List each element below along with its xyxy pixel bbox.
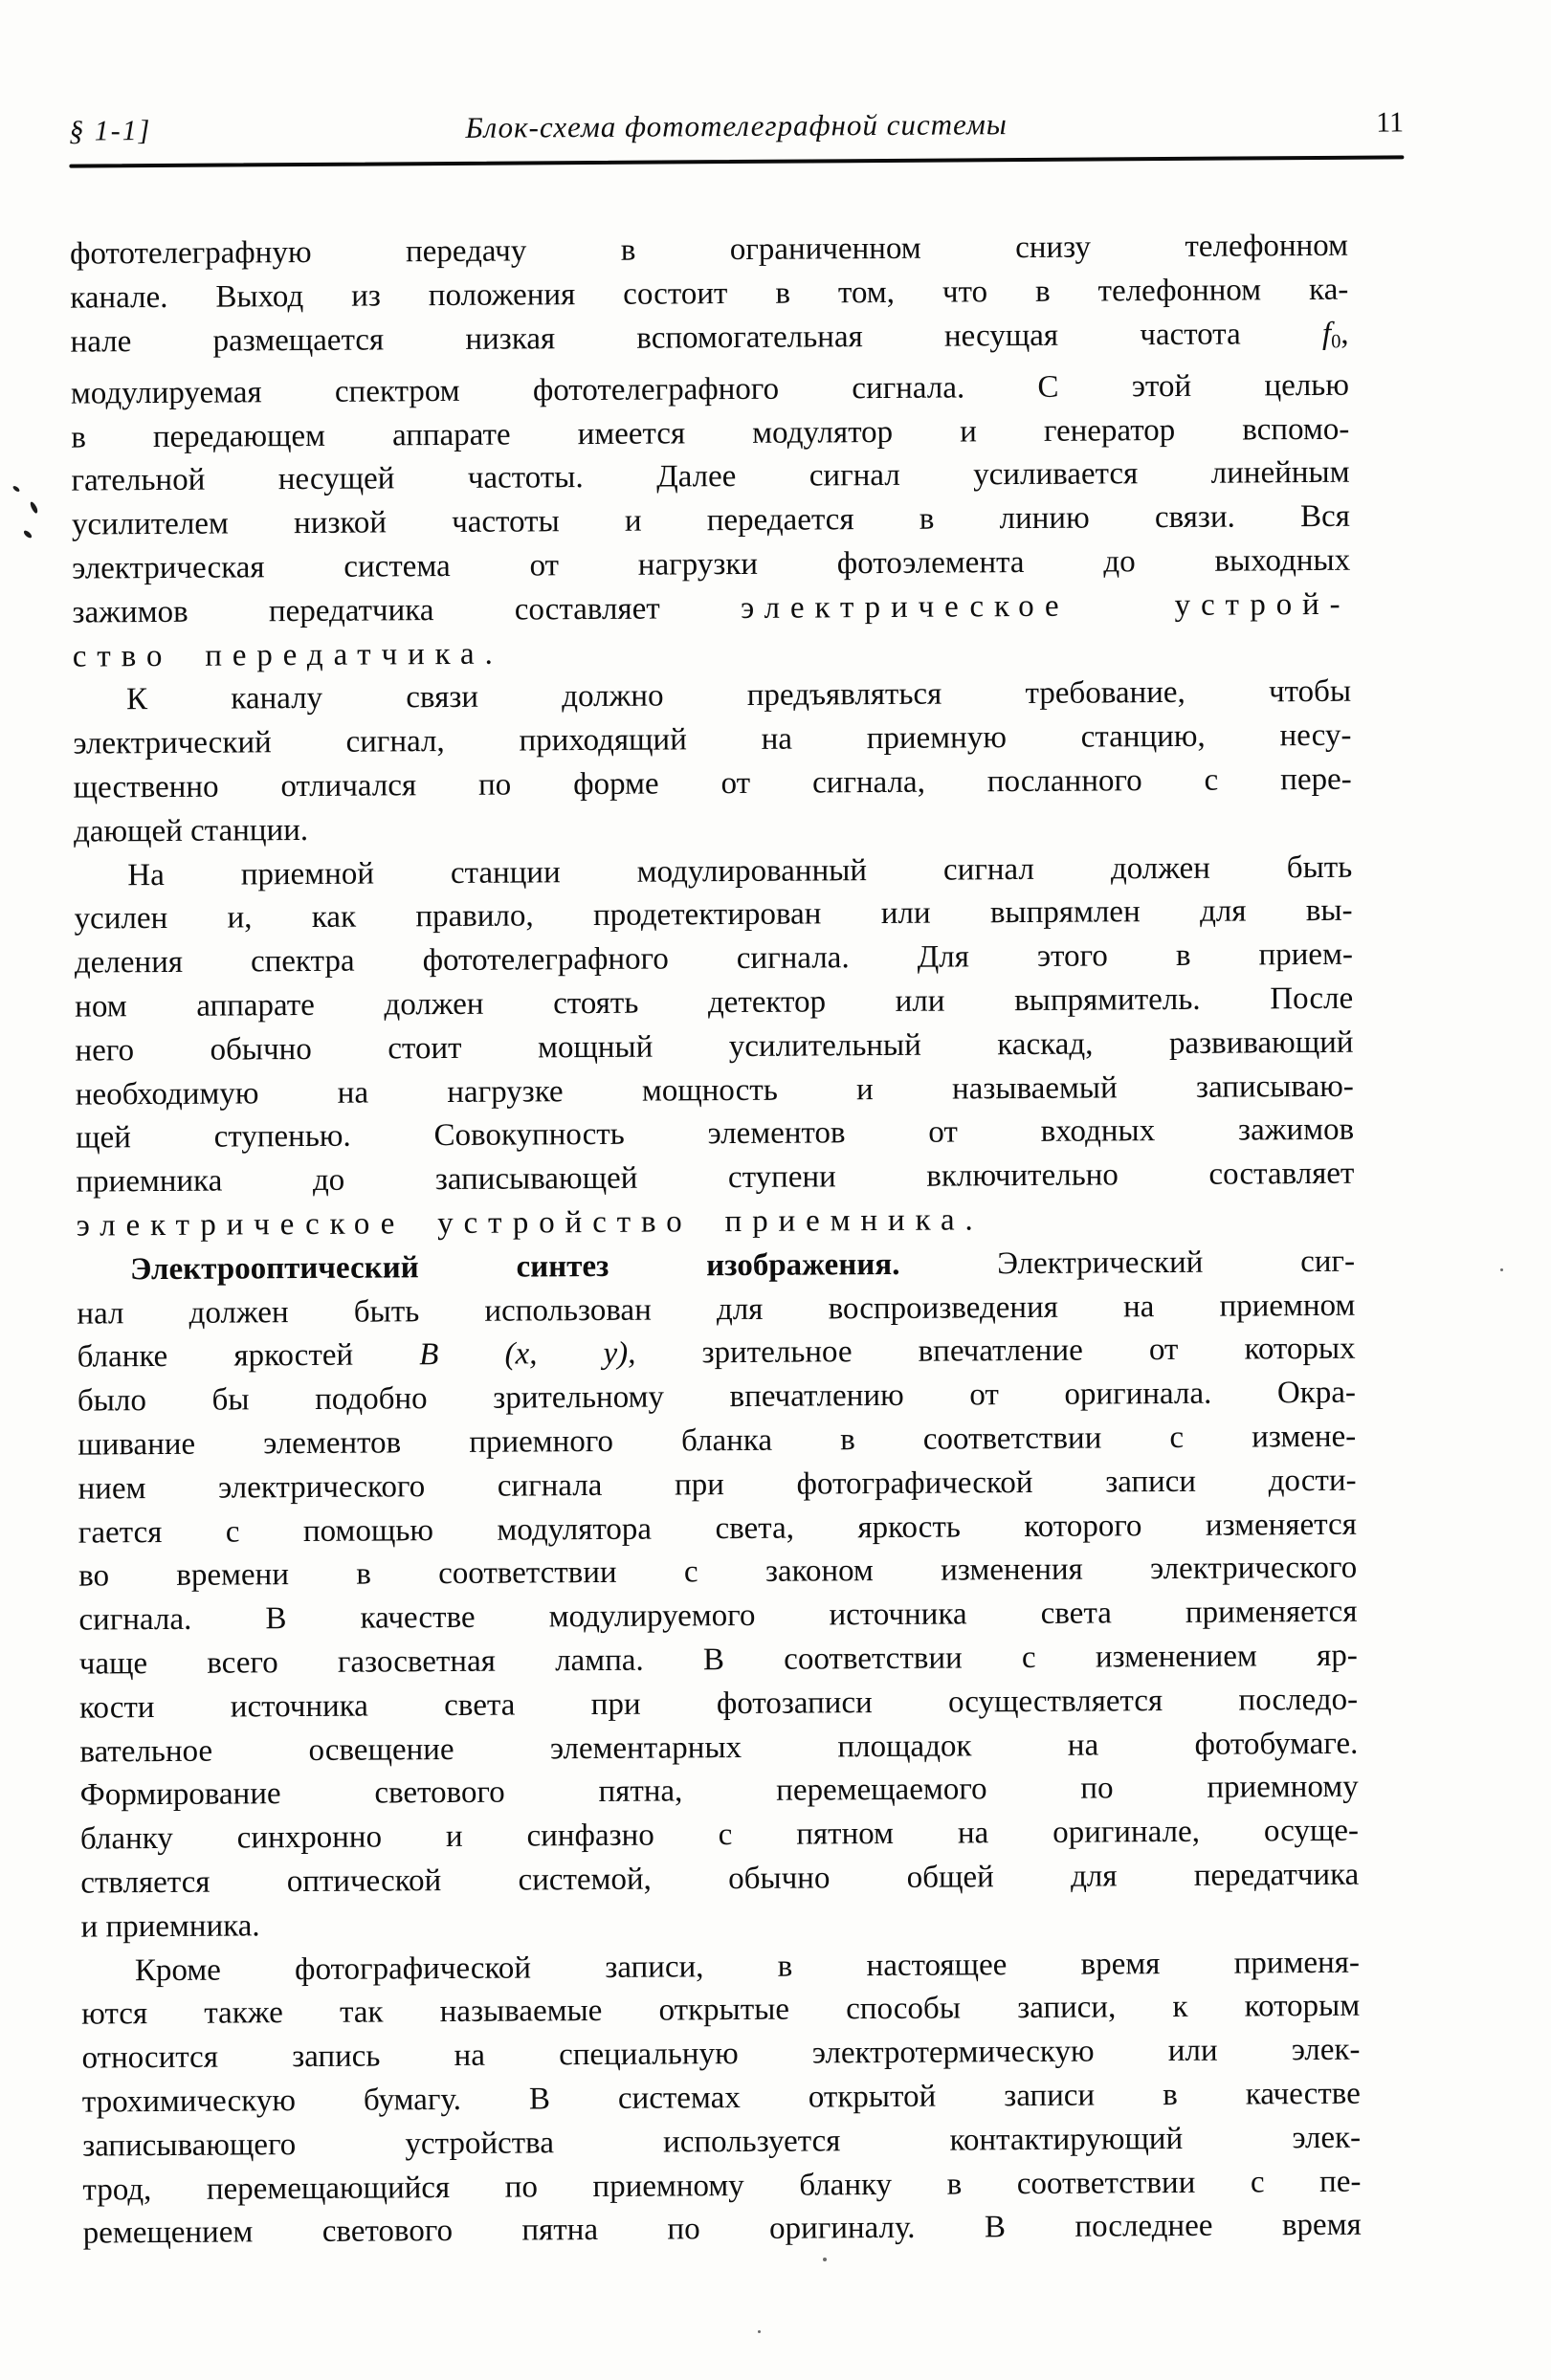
running-head	[69, 102, 1404, 150]
text-segment: усилителем низкой частоты и передается в линию связи. Вся	[71, 499, 1350, 542]
text-segment: усилен и, как правило, продетектирован или выпрямлен для вы-	[74, 893, 1353, 937]
text-segment: ,	[1341, 316, 1349, 351]
text-segment: электрическое устройство приемника.	[76, 1202, 984, 1244]
text-segment: вательное освещение элементарных площадок на фотобумаге.	[79, 1726, 1359, 1770]
margin-ink-smudge	[23, 529, 33, 539]
text-segment: чаще всего газосветная лампа. В соответствии с изменением яр-	[78, 1638, 1358, 1682]
page-content	[69, 102, 1418, 2256]
scan-speck	[758, 2330, 761, 2333]
margin-ink-smudge	[29, 501, 39, 515]
text-segment: необходимую на нагрузке мощность и называемый записываю-	[75, 1069, 1354, 1113]
text-line	[79, 1679, 1358, 1731]
text-segment: записывающего устройства используется контактирующий элек-	[82, 2120, 1362, 2164]
running-title: Блок-схема фототелеграфной системы	[465, 107, 1008, 144]
text-segment: На приемной станции модулированный сигнал должен быть	[127, 849, 1353, 892]
text-segment: щей ступенью. Совокупность элементов от входных зажимов	[76, 1113, 1355, 1157]
text-line	[80, 1854, 1359, 1906]
text-segment: электрический сигнал, приходящий на приемную станцию, несу-	[73, 718, 1352, 761]
page-number: 11	[1376, 106, 1405, 139]
text-line	[70, 269, 1348, 321]
text-segment: ном аппарате должен стоять детектор или выпрямитель. После	[75, 981, 1354, 1025]
text-segment: 0	[1331, 330, 1341, 352]
text-segment: электрическая система от нагрузки фотоэлемента до выходных	[72, 542, 1351, 586]
text-segment: шивание элементов приемного бланка в соответствии с измене-	[78, 1419, 1357, 1463]
section-mark: § 1-1]	[69, 115, 152, 147]
text-line	[75, 1022, 1353, 1074]
text-segment: К каналу связи должно предъявляться требование, чтобы	[125, 674, 1352, 717]
text-line	[83, 2204, 1362, 2257]
text-segment: бланке яркостей	[77, 1337, 420, 1376]
text-segment: него обычно стоит мощный усилительный каскад, развивающий	[75, 1025, 1354, 1069]
text-segment: трохимическую бумагу. В системах открытой записи в качестве	[81, 2076, 1361, 2120]
text-segment: дающей станции.	[73, 812, 309, 849]
text-segment: нием электрического сигнала при фотографической записи дости-	[78, 1463, 1357, 1507]
text-segment: фототелеграфную передачу в ограниченном снизу телефонном	[69, 228, 1349, 272]
margin-ink-smudge	[12, 485, 21, 493]
text-segment: Электрический сиг-	[899, 1244, 1356, 1282]
text-segment: ются также так называемые открытые способы записи, к которым	[81, 1989, 1361, 2032]
text-segment: зрительное впечатление от которых	[635, 1332, 1356, 1372]
text-segment: канале. Выход из положения состоит в том, что в телефонном ка-	[70, 272, 1349, 316]
text-segment: было бы подобно зрительному впечатлению от оригинала. Окра-	[77, 1375, 1357, 1419]
text-segment: щественно отличался по форме от сигнала, посланного с пере-	[73, 761, 1352, 805]
text-line	[72, 584, 1350, 636]
text-segment: и приемника.	[80, 1908, 260, 1945]
text-segment: в передающем аппарате имеется модулятор и генератор вспомо-	[71, 411, 1350, 455]
text-segment: трод, перемещающийся по приемному бланку в соответствии с пе-	[82, 2164, 1362, 2208]
text-line	[74, 759, 1352, 811]
text-segment: во времени в соответствии с законом изменения электрического	[78, 1551, 1358, 1594]
text-segment: зажимов передатчика составляет	[72, 590, 742, 630]
text-segment: приемника до записывающей ступени включительно составляет	[76, 1156, 1355, 1200]
text-segment: гается с помощью модулятора света, яркость которого изменяется	[78, 1507, 1357, 1551]
text-line	[70, 312, 1348, 372]
text-segment: Кроме фотографической записи, в настоящее время применя-	[134, 1945, 1360, 1988]
scan-speck	[823, 2258, 827, 2261]
text-segment: ремещением светового пятна по оригиналу. В последнее время	[82, 2208, 1362, 2251]
text-segment: нал должен быть использован для воспроизведения на приемном	[77, 1288, 1356, 1332]
text-segment: ство передатчика.	[72, 636, 503, 674]
text-segment: гательной несущей частоты. Далее сигнал усиливается линейным	[71, 455, 1350, 499]
text-segment: модулируемая спектром фототелеграфного сигнала. С этой целью	[70, 367, 1350, 411]
page-body	[70, 225, 1362, 2257]
header-rule	[69, 155, 1404, 167]
text-segment: относится запись на специальную электротермическую или элек-	[81, 2032, 1361, 2076]
text-segment: нале размещается низкая вспомогательная несущая частота	[70, 316, 1323, 360]
text-segment: f	[1321, 316, 1332, 351]
text-segment: электрическое устрой-	[740, 586, 1351, 626]
text-segment: кости источника света при фотозаписи осуществляется последо-	[78, 1682, 1359, 1726]
text-segment: ствляется оптической системой, обычно общей для передатчика	[80, 1857, 1360, 1901]
text-line	[77, 1241, 1355, 1293]
text-line	[82, 2116, 1361, 2169]
text-segment: B (x, y),	[419, 1336, 636, 1373]
text-segment: сигнала. В качестве модулируемого источника света применяется	[78, 1594, 1358, 1638]
text-segment: Формирование светового пятна, перемещаемого по приемному	[79, 1770, 1359, 1813]
text-line	[78, 1460, 1356, 1512]
text-segment: деления спектра фототелеграфного сигнала. Для этого в прием-	[74, 937, 1354, 981]
scan-speck	[1500, 1268, 1503, 1271]
text-line	[76, 1153, 1354, 1205]
text-segment: бланку синхронно и синфазно с пятном на оригинале, осуще-	[79, 1813, 1360, 1857]
text-segment: Электрооптический синтез изображения.	[129, 1246, 900, 1288]
